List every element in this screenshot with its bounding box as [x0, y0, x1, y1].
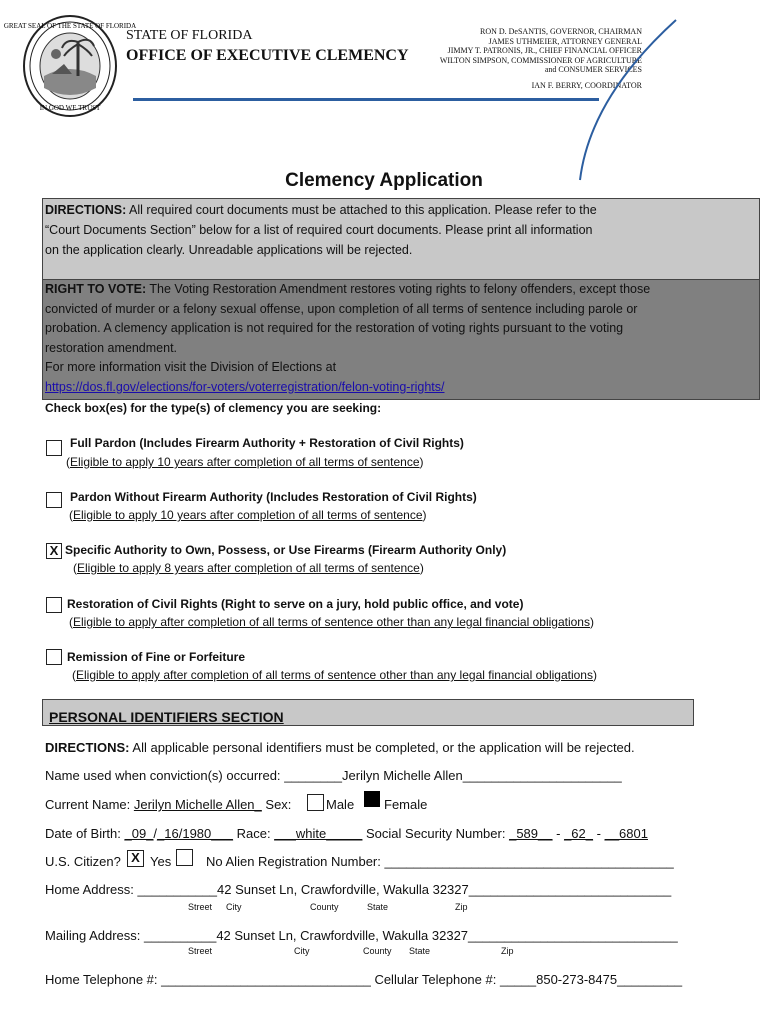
official-line: JAMES UTHMEIER, ATTORNEY GENERAL [488, 36, 642, 46]
mail-cap-zip: Zip [501, 946, 514, 956]
home-cap-zip: Zip [455, 902, 468, 912]
official-line: JIMMY T. PATRONIS, JR., CHIEF FINANCIAL OFFICER [447, 46, 642, 55]
checkbox-citizen-yes[interactable]: X [127, 850, 144, 867]
ssn-label: Social Security Number: [366, 826, 506, 841]
seal-text-top: GREAT SEAL OF THE STATE OF FLORIDA [3, 22, 137, 30]
checkbox-citizen-no[interactable] [176, 849, 193, 866]
mailing-address-row [45, 928, 678, 943]
directions-text [45, 200, 757, 260]
rtv-line: probation. A clemency application is not required for the restoration of voting rights pursuant to the voting [45, 321, 624, 335]
home-address-row [45, 882, 671, 897]
personal-section-header [42, 699, 694, 726]
option-pardon-without-firearm-eligibility: (Eligible to apply 10 years after completion of all terms of sentence) [69, 508, 427, 522]
rtv-line: restoration amendment. [45, 340, 178, 355]
current-name-label: Current Name: [45, 797, 131, 812]
conviction-name-label: Name used when conviction(s) occurred: [45, 768, 281, 783]
right-to-vote-label: RIGHT TO VOTE: [45, 282, 147, 296]
citizen-label: U.S. Citizen? [45, 854, 121, 869]
state-seal [3, 14, 137, 118]
ssn-dash: - [596, 826, 601, 841]
ssn-part1-field[interactable]: _589__ [509, 826, 553, 841]
personal-section-title: PERSONAL IDENTIFIERS SECTION [49, 709, 284, 725]
personal-directions-label: DIRECTIONS: [45, 740, 130, 755]
rtv-line: For more information visit the Division of Elections at [45, 360, 337, 374]
option-firearm-authority-eligibility: (Eligible to apply 8 years after completion of all terms of sentence) [73, 561, 424, 575]
dob-day-year-field[interactable]: _16/1980___ [157, 826, 233, 841]
rtv-line: The Voting Restoration Amendment restores voting rights to felony offenders, except those [149, 282, 651, 296]
dob-month-field[interactable]: _09_ [124, 826, 154, 841]
official-line: RON D. DeSANTIS, GOVERNOR, CHAIRMAN [479, 27, 642, 36]
telephone-row [45, 972, 682, 987]
home-cap-city: City [226, 902, 242, 912]
mailing-address-field[interactable]: __________42 Sunset Ln, Crawfordville, Wakulla 32327_____________________________ [144, 928, 678, 943]
option-remission-eligibility: (Eligible to apply after completion of all terms of sentence other than any legal financial obligations) [72, 668, 597, 682]
check-prompt: Check box(es) for the type(s) of clemency you are seeking: [45, 401, 382, 415]
home-cap-state: State [367, 902, 389, 912]
alien-label: No Alien Registration Number: [206, 854, 381, 869]
home-address-field[interactable]: ___________42 Sunset Ln, Crawfordville, Wakulla 32327____________________________ [137, 882, 672, 897]
checkbox-civil-rights[interactable] [46, 597, 62, 613]
home-cap-county: County [310, 902, 339, 912]
seal-text-bottom: IN GOD WE TRUST [39, 104, 101, 112]
personal-directions-text: All applicable personal identifiers must be completed, or the application will be rejected. [132, 740, 635, 755]
checkbox-firearm-authority[interactable]: X [46, 543, 62, 559]
option-full-pardon: Full Pardon (Includes Firearm Authority + Restoration of Civil Rights) [70, 436, 464, 450]
race-label: Race: [236, 826, 271, 841]
directions-line: on the application clearly. Unreadable applications will be rejected. [45, 243, 413, 257]
ssn-part2-field[interactable]: _62_ [564, 826, 593, 841]
option-pardon-without-firearm: Pardon Without Firearm Authority (Includes Restoration of Civil Rights) [70, 490, 477, 504]
option-firearm-authority: Specific Authority to Own, Possess, or Use Firearms (Firearm Authority Only) [65, 543, 507, 557]
rtv-line: convicted of murder or a felony sexual offense, upon completion of all terms of sentence including parole or [45, 301, 638, 316]
ssn-part3-field[interactable]: __6801 [604, 826, 648, 841]
mail-cap-state: State [409, 946, 431, 956]
mail-cap-county: County [363, 946, 392, 956]
official-line: and CONSUMER SERVICES [544, 65, 642, 74]
current-name-field[interactable]: Jerilyn Michelle Allen_ [133, 797, 262, 812]
home-telephone-field[interactable]: _____________________________ [161, 972, 371, 987]
home-cap-street: Street [188, 902, 213, 912]
checkbox-pardon-without-firearm[interactable] [46, 492, 62, 508]
option-remission: Remission of Fine or Forfeiture [67, 650, 246, 664]
dob-sep: / [153, 826, 158, 841]
state-name: STATE OF FLORIDA [126, 28, 253, 43]
conviction-name-row [45, 768, 622, 783]
office-name: OFFICE OF EXECUTIVE CLEMENCY [126, 47, 409, 64]
race-field[interactable]: ___white_____ [274, 826, 363, 841]
checkbox-full-pardon[interactable] [46, 440, 62, 456]
home-telephone-label: Home Telephone #: [45, 972, 158, 987]
option-civil-rights: Restoration of Civil Rights (Right to serve on a jury, hold public office, and vote) [67, 597, 524, 611]
checkbox-male[interactable] [307, 794, 324, 811]
male-label: Male [326, 797, 355, 812]
female-label: Female [384, 797, 428, 812]
right-to-vote-text [45, 280, 757, 397]
official-line: WILTON SIMPSON, COMMISSIONER OF AGRICULTURE [439, 55, 642, 65]
dob-row [45, 826, 648, 841]
directions-line: All required court documents must be attached to this application. Please refer to the [129, 203, 597, 217]
header-swoosh [570, 18, 680, 184]
ssn-dash: - [556, 826, 561, 841]
elections-link[interactable]: https://dos.fl.gov/elections/for-voters/voterregistration/felon-voting-rights/ [45, 379, 445, 394]
checkbox-female[interactable] [364, 791, 380, 807]
mailing-address-label: Mailing Address: [45, 928, 141, 943]
sex-label: Sex: [265, 797, 292, 812]
page-title: Clemency Application [285, 170, 483, 191]
mail-cap-street: Street [188, 946, 213, 956]
checkbox-remission[interactable] [46, 649, 62, 665]
cell-telephone-label: Cellular Telephone #: [374, 972, 497, 987]
directions-label: DIRECTIONS: [45, 203, 127, 217]
coordinator: IAN F. BERRY, COORDINATOR [531, 80, 642, 90]
alien-field[interactable]: ________________________________________ [384, 854, 674, 869]
option-full-pardon-eligibility: (Eligible to apply 10 years after completion of all terms of sentence) [66, 455, 424, 469]
alien-row [206, 854, 674, 869]
option-civil-rights-eligibility: (Eligible to apply after completion of all terms of sentence other than any legal financial obligations) [69, 615, 594, 629]
header-rule [133, 98, 599, 101]
cell-telephone-field[interactable]: _____850-273-8475_________ [499, 972, 683, 987]
directions-line: “Court Documents Section” below for a list of required court documents. Please print all information [45, 223, 593, 237]
citizen-yes-label: Yes [150, 854, 172, 869]
spacer-band [42, 261, 760, 280]
home-address-label: Home Address: [45, 882, 134, 897]
mail-cap-city: City [294, 946, 310, 956]
conviction-name-field[interactable]: ________Jerilyn Michelle Allen______________________ [284, 768, 622, 783]
current-name-row [45, 797, 291, 812]
personal-directions [45, 740, 635, 755]
dob-label: Date of Birth: [45, 826, 121, 841]
